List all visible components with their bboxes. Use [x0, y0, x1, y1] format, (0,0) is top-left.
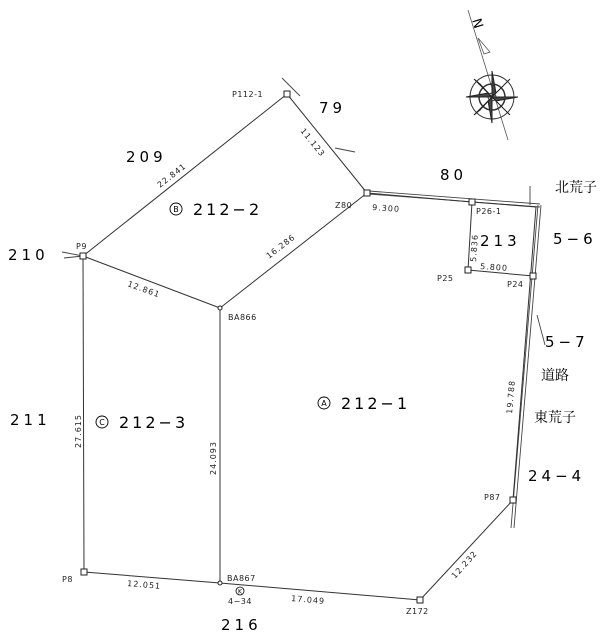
- lot-boundaries: [83, 94, 536, 600]
- label-ba867: BA867: [227, 574, 256, 583]
- lot-k-number: 4−34: [228, 597, 252, 606]
- marker-z80: [364, 190, 370, 196]
- label-p9: P9: [76, 242, 87, 251]
- marker-p8: [81, 569, 87, 575]
- area-douro: 道路: [541, 368, 569, 384]
- boundary-road-p87: [513, 207, 536, 500]
- lot-a-number: 212−1: [341, 394, 411, 413]
- tick-z80-line: [335, 148, 355, 152]
- lot-c-letter: C: [99, 418, 105, 427]
- label-ba866: BA866: [228, 313, 257, 322]
- dim-24093: 24.093: [209, 441, 218, 475]
- label-p25: P25: [437, 274, 454, 283]
- dim-12861: 12.861: [126, 279, 162, 300]
- boundary-p9-p8: [83, 256, 84, 572]
- dim-11123: 11.123: [298, 126, 327, 159]
- label-p112: P112-1: [232, 90, 264, 99]
- lot-a-label: [318, 394, 410, 413]
- dim-5836: 5.836: [469, 233, 480, 263]
- label-p26: P26-1: [476, 207, 502, 216]
- marker-p25: [465, 267, 471, 273]
- dim-9300: 9.300: [371, 203, 401, 214]
- boundary-p9-p112: [83, 94, 287, 256]
- lot-b-letter: B: [173, 205, 179, 214]
- dim-19788: 19.788: [505, 379, 517, 415]
- lot-b-label: [170, 200, 262, 219]
- neighbor-211: 211: [10, 411, 51, 429]
- dim-16286: 16.286: [264, 232, 298, 261]
- north-arrow-head: [478, 38, 490, 54]
- neighbor-80: 80: [440, 166, 468, 184]
- north-letter: N: [468, 16, 486, 31]
- marker-p24: [530, 273, 536, 279]
- marker-z172: [417, 597, 423, 603]
- label-p87: P87: [484, 493, 501, 502]
- lot-a-letter: A: [321, 399, 327, 408]
- north-road-line: [369, 191, 540, 204]
- marker-ba867: [218, 581, 222, 585]
- marker-ba866: [218, 306, 222, 310]
- label-p24: P24: [507, 280, 524, 289]
- lot-b-number: 212−2: [193, 200, 263, 219]
- neighbor-79: 79: [319, 99, 347, 117]
- survey-markers: [80, 91, 536, 603]
- label-z172: Z172: [406, 607, 429, 616]
- marker-p112: [284, 91, 290, 97]
- compass-star: [466, 71, 518, 123]
- boundary-p9-ba866: [83, 256, 220, 308]
- marker-p26: [469, 199, 475, 205]
- dim-12232: 12.232: [449, 549, 480, 581]
- marker-p9: [80, 253, 86, 259]
- dim-17049: 17.049: [290, 594, 326, 606]
- area-kita-arako: 北荒子: [555, 180, 597, 196]
- neighbor-213: 213: [480, 232, 521, 250]
- lot-c-label: [96, 413, 188, 432]
- north-arrow-compass: [466, 10, 518, 140]
- neighbor-216: 216: [221, 616, 262, 634]
- lot-k-letter: K: [238, 588, 242, 596]
- dim-27615: 27.615: [74, 414, 83, 448]
- neighbor-5-6: 5−6: [553, 230, 597, 248]
- neighbor-209: 209: [126, 148, 167, 166]
- neighbor-210: 210: [8, 246, 49, 264]
- dim-12051: 12.051: [126, 579, 162, 591]
- area-higashi-arako: 東荒子: [534, 410, 576, 426]
- boundary-p87-z172: [420, 500, 513, 600]
- road-tick-mid: [537, 315, 545, 345]
- lot-k-label: [228, 587, 252, 606]
- neighbor-24-4: 24−4: [528, 467, 586, 485]
- label-z80: Z80: [335, 201, 353, 210]
- dim-22841: 22.841: [155, 161, 189, 190]
- marker-p87: [510, 497, 516, 503]
- neighbor-5-7: 5−7: [545, 333, 589, 351]
- dim-5800: 5.800: [479, 262, 509, 273]
- lot-c-number: 212−3: [119, 413, 189, 432]
- label-p8: P8: [62, 575, 73, 584]
